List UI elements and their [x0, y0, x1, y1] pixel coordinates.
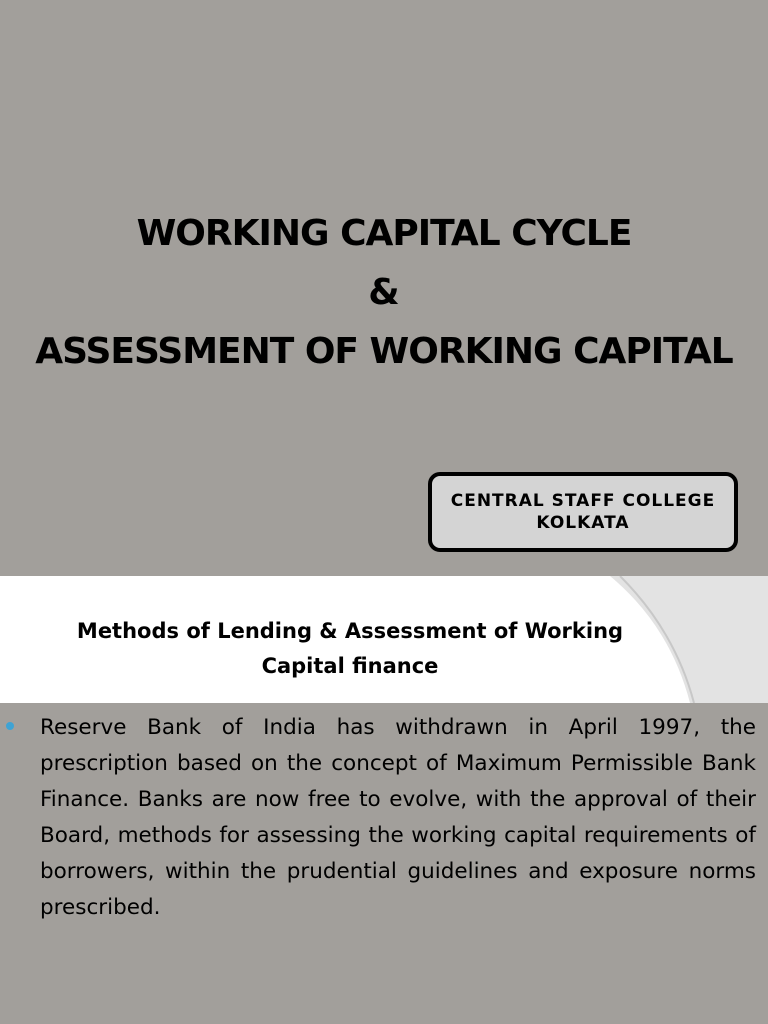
- slide-heading: [40, 614, 660, 684]
- title-line-1: WORKING CAPITAL CYCLE: [136, 213, 632, 254]
- title-line-2: ASSESSMENT OF WORKING CAPITAL: [35, 331, 733, 372]
- college-label-box: [428, 472, 738, 552]
- content-slide: [0, 576, 768, 1024]
- slide-header-band: [0, 576, 768, 703]
- heading-line-2: Capital finance: [261, 654, 439, 678]
- title-ampersand: &: [368, 272, 400, 313]
- bullet-icon: [6, 722, 14, 730]
- heading-line-1: Methods of Lending & Assessment of Working: [76, 619, 624, 643]
- college-name: CENTRAL STAFF COLLEGE: [450, 491, 716, 511]
- bullet-paragraph: Reserve Bank of India has withdrawn in April 1997, the prescription based on the concept of Maximum Permissible Bank Finance. Banks are now free to evolve, with the approval of their Board, methods for assessing the working capital requirements of borrowers, within the prudential guidelines and exposure norms prescribed.: [40, 715, 756, 920]
- slide-title: [0, 205, 768, 381]
- college-city: KOLKATA: [536, 513, 630, 533]
